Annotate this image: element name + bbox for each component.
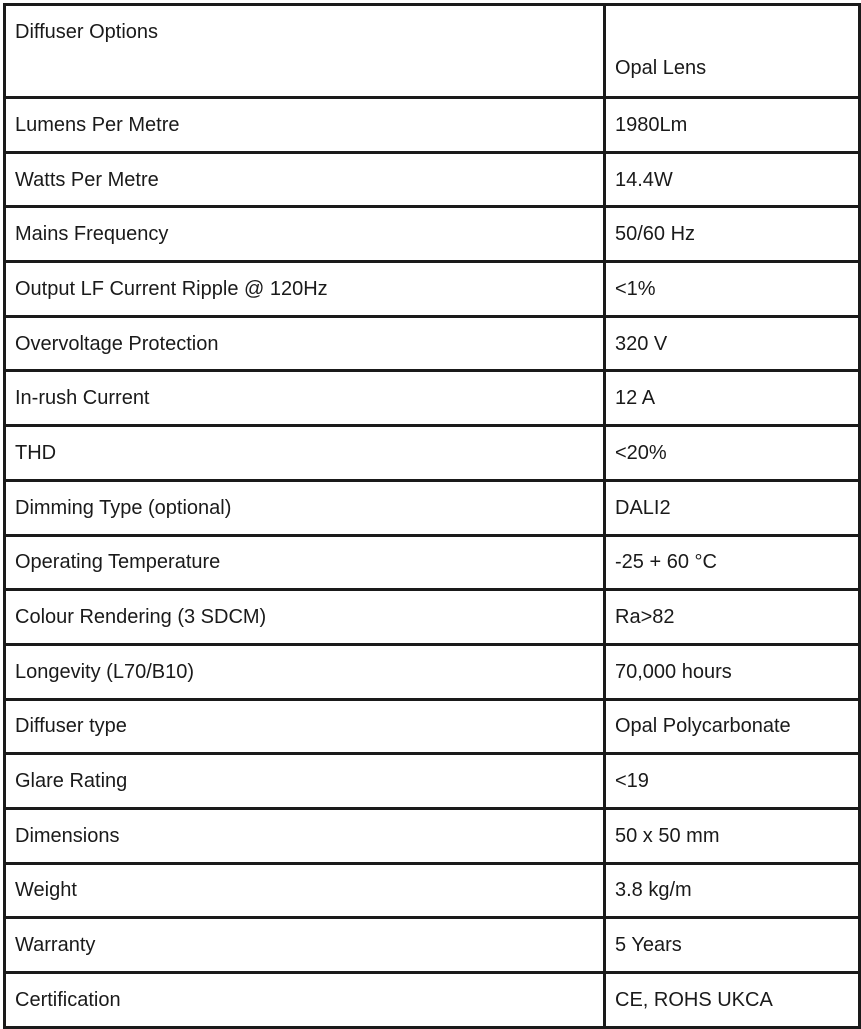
table-row [5, 863, 860, 918]
spec-value-cell: Ra>82 [605, 590, 860, 645]
table-header-row [5, 5, 860, 98]
table-row [5, 590, 860, 645]
spec-value-cell: 1980Lm [605, 98, 860, 153]
spec-value-cell: 14.4W [605, 152, 860, 207]
spec-value-cell: <19 [605, 754, 860, 809]
spec-value-cell: 50/60 Hz [605, 207, 860, 262]
spec-value-cell: <20% [605, 426, 860, 481]
spec-label-cell: Dimming Type (optional) [5, 480, 605, 535]
spec-label-cell: Diffuser type [5, 699, 605, 754]
spec-table [3, 3, 861, 1029]
spec-label-cell: Output LF Current Ripple @ 120Hz [5, 262, 605, 317]
spec-label-cell: In-rush Current [5, 371, 605, 426]
spec-label-cell: Operating Temperature [5, 535, 605, 590]
spec-label-cell: Longevity (L70/B10) [5, 644, 605, 699]
spec-label-cell: Certification [5, 973, 605, 1028]
spec-value-cell: 3.8 kg/m [605, 863, 860, 918]
table-row [5, 152, 860, 207]
spec-label-cell: Warranty [5, 918, 605, 973]
spec-value-cell: 5 Years [605, 918, 860, 973]
spec-value-cell: CE, ROHS UKCA [605, 973, 860, 1028]
table-row [5, 918, 860, 973]
spec-label-cell: Overvoltage Protection [5, 316, 605, 371]
table-row [5, 207, 860, 262]
table-row [5, 699, 860, 754]
spec-value-cell: 12 A [605, 371, 860, 426]
spec-value-cell: 320 V [605, 316, 860, 371]
table-row [5, 973, 860, 1028]
spec-value-cell: DALI2 [605, 480, 860, 535]
spec-value-cell: -25 + 60 °C [605, 535, 860, 590]
table-row [5, 754, 860, 809]
table-row [5, 808, 860, 863]
spec-table-body [5, 5, 860, 1028]
table-row [5, 535, 860, 590]
spec-value-cell: 70,000 hours [605, 644, 860, 699]
table-row [5, 426, 860, 481]
header-value-cell: Opal Lens [605, 5, 860, 98]
table-row [5, 371, 860, 426]
table-row [5, 316, 860, 371]
spec-label-cell: Colour Rendering (3 SDCM) [5, 590, 605, 645]
table-row [5, 644, 860, 699]
table-row [5, 480, 860, 535]
spec-value-cell: Opal Polycarbonate [605, 699, 860, 754]
table-row [5, 98, 860, 153]
spec-value-cell: <1% [605, 262, 860, 317]
spec-value-cell: 50 x 50 mm [605, 808, 860, 863]
spec-label-cell: Dimensions [5, 808, 605, 863]
table-row [5, 262, 860, 317]
spec-label-cell: Watts Per Metre [5, 152, 605, 207]
spec-label-cell: Lumens Per Metre [5, 98, 605, 153]
spec-label-cell: Weight [5, 863, 605, 918]
spec-label-cell: Glare Rating [5, 754, 605, 809]
spec-label-cell: THD [5, 426, 605, 481]
spec-label-cell: Mains Frequency [5, 207, 605, 262]
header-label-cell: Diffuser Options [5, 5, 605, 98]
